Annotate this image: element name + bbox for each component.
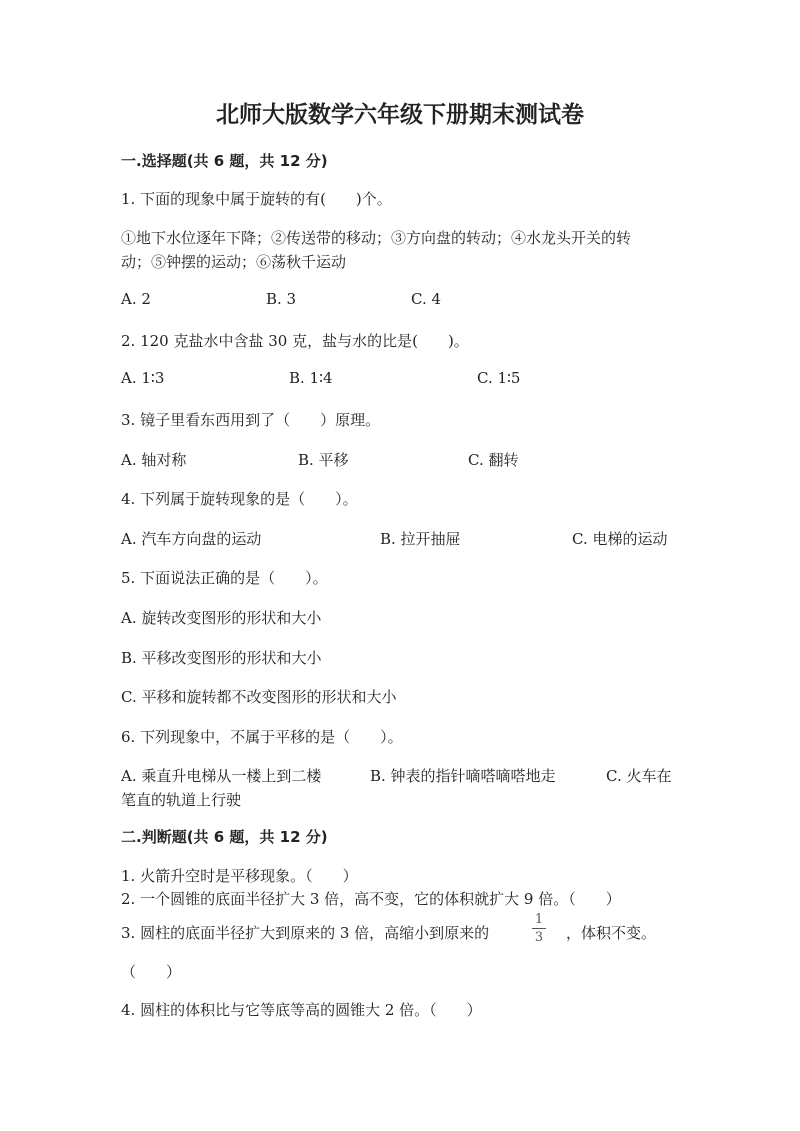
option-a: A. 旋转改变图形的形状和大小	[121, 609, 322, 627]
question-stem: 4. 下列属于旋转现象的是（ ）。	[121, 490, 358, 508]
option-c: C. 1∶5	[477, 369, 521, 387]
fraction-numerator: 1	[534, 912, 544, 927]
fraction-bar	[532, 928, 546, 929]
question-description: 动；⑤钟摆的运动；⑥荡秋千运动	[121, 253, 347, 271]
option-c: C. 电梯的运动	[572, 530, 668, 548]
judge-question-tail: ，体积不变。	[566, 924, 657, 942]
option-c: C. 4	[411, 290, 442, 308]
question-stem: 1. 下面的现象中属于旋转的有( )个。	[121, 190, 392, 208]
answer-bracket: （ ）	[121, 963, 182, 981]
option-b: B. 3	[266, 290, 297, 308]
option-c: C. 平移和旋转都不改变图形的形状和大小	[121, 688, 397, 706]
judge-question: 4. 圆柱的体积比与它等底等高的圆锥大 2 倍。（ ）	[121, 1001, 482, 1019]
page-title: 北师大版数学六年级下册期末测试卷	[216, 102, 584, 128]
option-a: A. 汽车方向盘的运动	[121, 530, 262, 548]
option-c-continuation: 笔直的轨道上行驶	[121, 791, 242, 809]
option-a: A. 1∶3	[121, 369, 165, 387]
question-description: ①地下水位逐年下降；②传送带的移动；③方向盘的转动；④水龙头开关的转	[121, 229, 632, 247]
option-c: C. 火车在	[606, 767, 672, 785]
fraction-denominator: 3	[534, 930, 544, 945]
question-stem: 6. 下列现象中，不属于平移的是（ ）。	[121, 728, 403, 746]
judge-question: 1. 火箭升空时是平移现象。（ ）	[121, 867, 358, 885]
option-a: A. 2	[121, 290, 151, 308]
option-a: A. 乘直升电梯从一楼上到二楼	[121, 767, 322, 785]
fraction	[532, 912, 546, 945]
section-heading-judge: 二.判断题(共 6 题，共 12 分)	[121, 828, 328, 846]
section-heading-choice: 一.选择题(共 6 题，共 12 分)	[121, 152, 328, 170]
option-b: B. 平移改变图形的形状和大小	[121, 649, 322, 667]
question-stem: 5. 下面说法正确的是（ ）。	[121, 569, 328, 587]
option-a: A. 轴对称	[121, 451, 187, 469]
question-stem: 2. 120 克盐水中含盐 30 克，盐与水的比是( )。	[121, 332, 469, 350]
question-stem: 3. 镜子里看东西用到了（ ）原理。	[121, 411, 381, 429]
option-b: B. 平移	[298, 451, 349, 469]
option-b: B. 钟表的指针嘀嗒嘀嗒地走	[370, 767, 556, 785]
option-c: C. 翻转	[468, 451, 519, 469]
judge-question: 3. 圆柱的底面半径扩大到原来的 3 倍，高缩小到原来的	[121, 924, 490, 942]
option-b: B. 拉开抽屉	[380, 530, 461, 548]
judge-question: 2. 一个圆锥的底面半径扩大 3 倍，高不变，它的体积就扩大 9 倍。（ ）	[121, 890, 621, 908]
option-b: B. 1∶4	[289, 369, 333, 387]
